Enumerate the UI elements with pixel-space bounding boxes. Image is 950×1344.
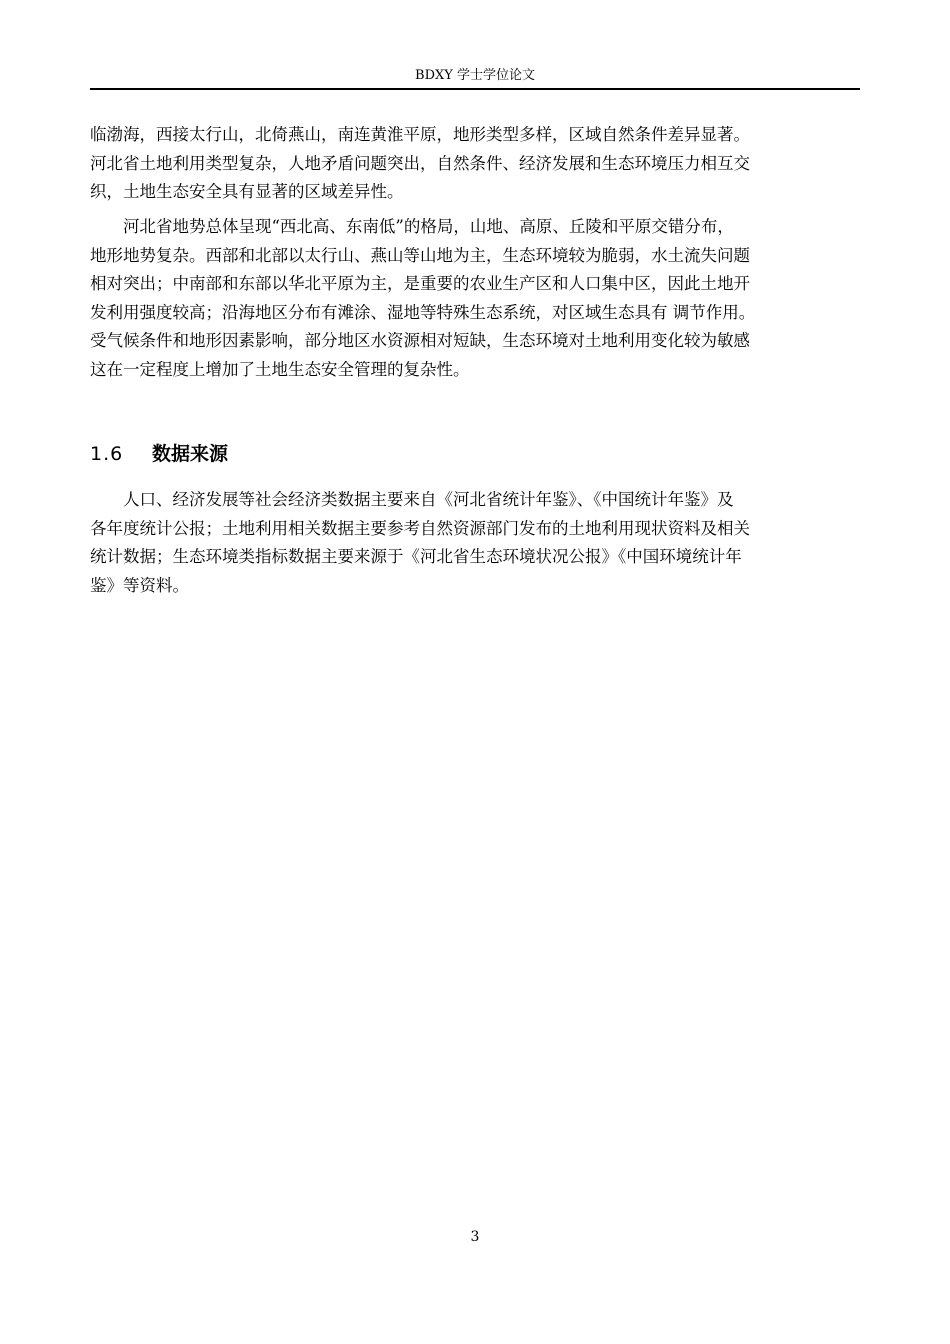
text-line: 受气候条件和地形因素影响，部分地区水资源相对短缺，生态环境对土地利用变化较为敏感: [90, 331, 750, 350]
paragraph-data-sources: [90, 486, 860, 600]
text-line: 地形地势复杂。西部和北部以太行山、燕山等山地为主，生态环境较为脆弱，水土流失问题: [90, 245, 750, 265]
text-line: 相对突出；中南部和东部以华北平原为主，是重要的农业生产区和人口集中区，因此土地开: [90, 274, 750, 293]
page-number: 3: [470, 1229, 480, 1245]
section-heading: [90, 440, 228, 468]
page-header: [90, 66, 860, 90]
text-line: 统计数据；生态环境类指标数据主要来源于《河北省生态环境状况公报》《中国环境统计年: [90, 547, 742, 566]
text-line: 各年度统计公报；土地利用相关数据主要参考自然资源部门发布的土地利用现状资料及相关: [90, 518, 750, 538]
text-line: 织，土地生态安全具有显著的区域差异性。: [90, 182, 404, 201]
section-number: 1.6: [90, 443, 124, 465]
paragraph-terrain: [90, 213, 860, 384]
text-line: 人口、经济发展等社会经济类数据主要来自《河北省统计年鉴》、《中国统计年鉴》及: [123, 490, 734, 509]
text-line: 河北省土地利用类型复杂，人地矛盾问题突出，自然条件、经济发展和生态环境压力相互交: [90, 153, 750, 173]
text-line: 这在一定程度上增加了土地生态安全管理的复杂性。: [90, 359, 470, 379]
section-title: 数据来源: [152, 443, 229, 465]
text-line: 河北省地势总体呈现“西北高、东南低”的格局，山地、高原、丘陵和平原交错分布，: [123, 217, 734, 236]
header-title: BDXY 学士学位论文: [415, 68, 535, 83]
paragraph-natural-conditions: [90, 121, 860, 207]
text-line: 临渤海，西接太行山，北倚燕山，南连黄淮平原，地形类型多样，区域自然条件差异显著。: [90, 125, 750, 144]
text-line: 发利用强度较高；沿海地区分布有滩涂、湿地等特殊生态系统，对区域生态具有 调节作用。: [90, 302, 756, 322]
text-line: 鉴》等资料。: [90, 575, 189, 595]
